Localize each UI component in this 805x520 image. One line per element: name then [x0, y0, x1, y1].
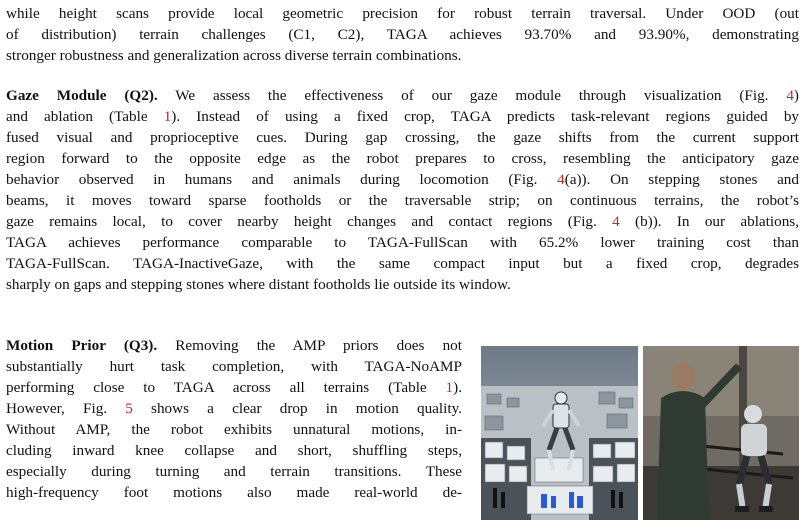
- text-line: of distribution) terrain challenges (C1, C2), TAGA achieves 93.70% and 93.90%, demonstrating: [6, 26, 799, 43]
- figure-robot-images: [481, 346, 799, 520]
- real-world-render: [643, 346, 799, 520]
- text-line: beams, it moves toward sparse footholds or the traversable strip; on continuous terrains, the robot’s: [6, 192, 799, 209]
- figure-ref-link[interactable]: 4: [612, 213, 620, 230]
- text-line: performing close to TAGA across all terrains (Table 1).: [6, 379, 462, 396]
- paragraph-gaze-module: [6, 85, 799, 295]
- text-line: cluding inward knee collapse and short, shuffling steps,: [6, 442, 462, 459]
- text-line: Without AMP, the robot exhibits unnatural motions, in-: [6, 421, 462, 438]
- text-line: and ablation (Table 1). Instead of using a fixed crop, TAGA predicts task-relevant regions guided by: [6, 108, 800, 125]
- text-line: gaze remains local, to cover nearby height changes and contact regions (Fig. 4 (b)). In our ablations,: [6, 213, 799, 230]
- text-line: TAGA-FullScan. TAGA-InactiveGaze, with the same compact input but a fixed crop, degrades: [6, 255, 799, 272]
- table-ref-link[interactable]: 1: [163, 108, 172, 125]
- table-ref-link[interactable]: 1: [445, 379, 454, 396]
- paragraph-motion-prior: [6, 335, 462, 503]
- text-line: However, Fig. 5 shows a clear drop in motion quality.: [6, 400, 462, 417]
- text-line: region forward to the opposite edge as the robot prepares to cross, resembling the anticipatory gaze: [6, 150, 799, 167]
- figure-ref-link[interactable]: 4: [786, 87, 794, 104]
- sim-terrain-render: [481, 346, 638, 520]
- text-line: high-frequency foot motions also made real-world de-: [6, 484, 462, 501]
- text-line: especially during turning and terrain transitions. These: [6, 463, 462, 480]
- text-line: substantially hurt task completion, with TAGA-NoAMP: [6, 358, 462, 375]
- real-world-robot-photo: [643, 346, 799, 520]
- text-line: TAGA achieves performance comparable to TAGA-FullScan with 65.2% lower training cost than: [6, 234, 799, 251]
- text-line: Gaze Module (Q2). We assess the effectiveness of our gaze module through visualization (Fig. 4): [6, 87, 799, 104]
- section-heading-gaze: Gaze Module (Q2).: [6, 87, 158, 104]
- simulation-robot-image: [481, 346, 638, 520]
- section-heading-motion-prior: Motion Prior (Q3).: [6, 337, 158, 354]
- figure-ref-link[interactable]: 4: [557, 171, 565, 188]
- figure-ref-link[interactable]: 5: [125, 400, 133, 417]
- text-line: behavior observed in humans and animals during locomotion (Fig. 4(a)). On stepping stones and: [6, 171, 799, 188]
- text-line: fused visual and proprioceptive cues. During gap crossing, the gaze shifts from the current support: [6, 129, 799, 146]
- text-line: while height scans provide local geometric precision for robust terrain traversal. Under OOD (out: [6, 5, 799, 22]
- text-line: stronger robustness and generalization across diverse terrain combinations.: [6, 47, 462, 64]
- text-line: Motion Prior (Q3). Removing the AMP priors does not: [6, 337, 462, 354]
- text-line: sharply on gaps and stepping stones where distant footholds lie outside its window.: [6, 276, 511, 293]
- paragraph-ood-results: [6, 3, 799, 66]
